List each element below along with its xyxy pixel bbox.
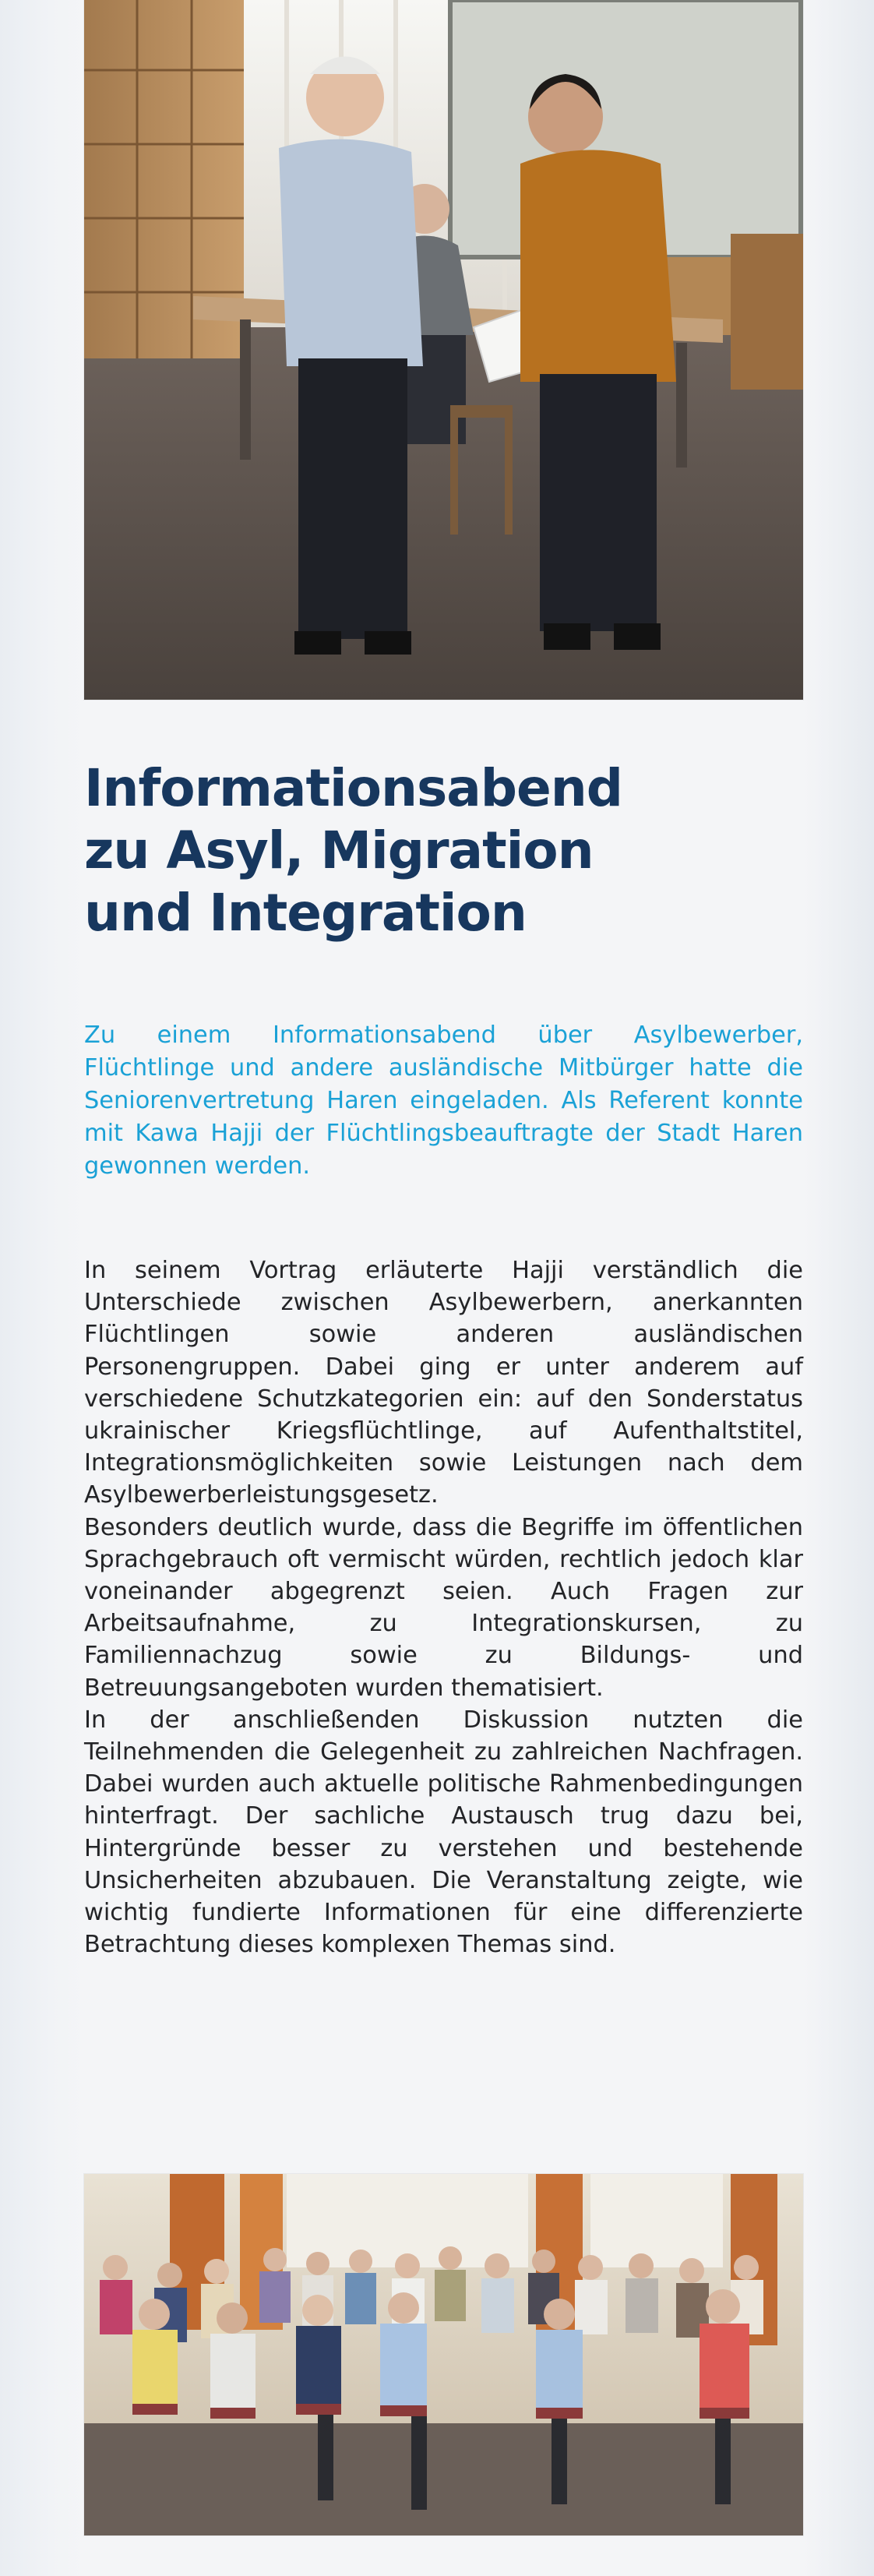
page-margin-right xyxy=(804,0,874,2576)
photo-presentation xyxy=(84,0,803,700)
title-line-2: zu Asyl, Migration xyxy=(84,820,594,880)
article-title xyxy=(84,757,801,944)
page-margin-left xyxy=(0,0,84,2576)
title-line-1: Informationsabend xyxy=(84,758,623,818)
body-paragraph-3: In der anschließenden Diskussion nutzten die Teilnehmenden die Gelegenheit zu zahlreichen Nachfragen. Dabei wurden auch aktuelle politische Rahmenbedingungen hinterfragt. Der sachliche Austausch trug dazu bei, Hintergründe besser zu verstehen und bestehende Unsicherheiten abzubauen. Die Veranstaltung zeigte, wie wichtig fundierte Informationen für eine differenzierte Betrachtung dieses komplexen Themas sind. xyxy=(84,1706,803,1959)
article-lead: Zu einem Informationsabend über Asylbewerber, Flüchtlinge und andere ausländische Mitbürger hatte die Seniorenvertretung Haren eingeladen. Als Referent konnte mit Kawa Hajji der Flüchtlingsbeauftragte der Stadt Haren gewonnen werden. xyxy=(84,1022,803,1180)
photo-audience xyxy=(84,2174,803,2535)
title-line-3: und Integration xyxy=(84,883,527,943)
article-body xyxy=(84,1254,803,1960)
body-paragraph-2: Besonders deutlich wurde, dass die Begriffe im öffentlichen Sprachgebrauch oft vermischt würden, rechtlich jedoch klar voneinander abgegrenzt seien. Auch Fragen zur Arbeitsaufnahme, zu Integrationskursen, zu Familiennachzug sowie zu Bildungs- und Betreuungsangeboten wurden thematisiert. xyxy=(84,1513,803,1702)
body-paragraph-1: In seinem Vortrag erläuterte Hajji verständlich die Unterschiede zwischen Asylbewerbern, anerkannten Flüchtlingen sowie anderen ausländischen Personengruppen. Dabei ging er unter anderem auf verschiedene Schutzkategorien ein: auf den Sonderstatus ukrainischer Kriegsflüchtlinge, auf Aufenthaltstitel, Integrationsmöglichkeiten sowie Leistungen nach dem Asylbewerberleistungsgesetz. xyxy=(84,1257,803,1509)
